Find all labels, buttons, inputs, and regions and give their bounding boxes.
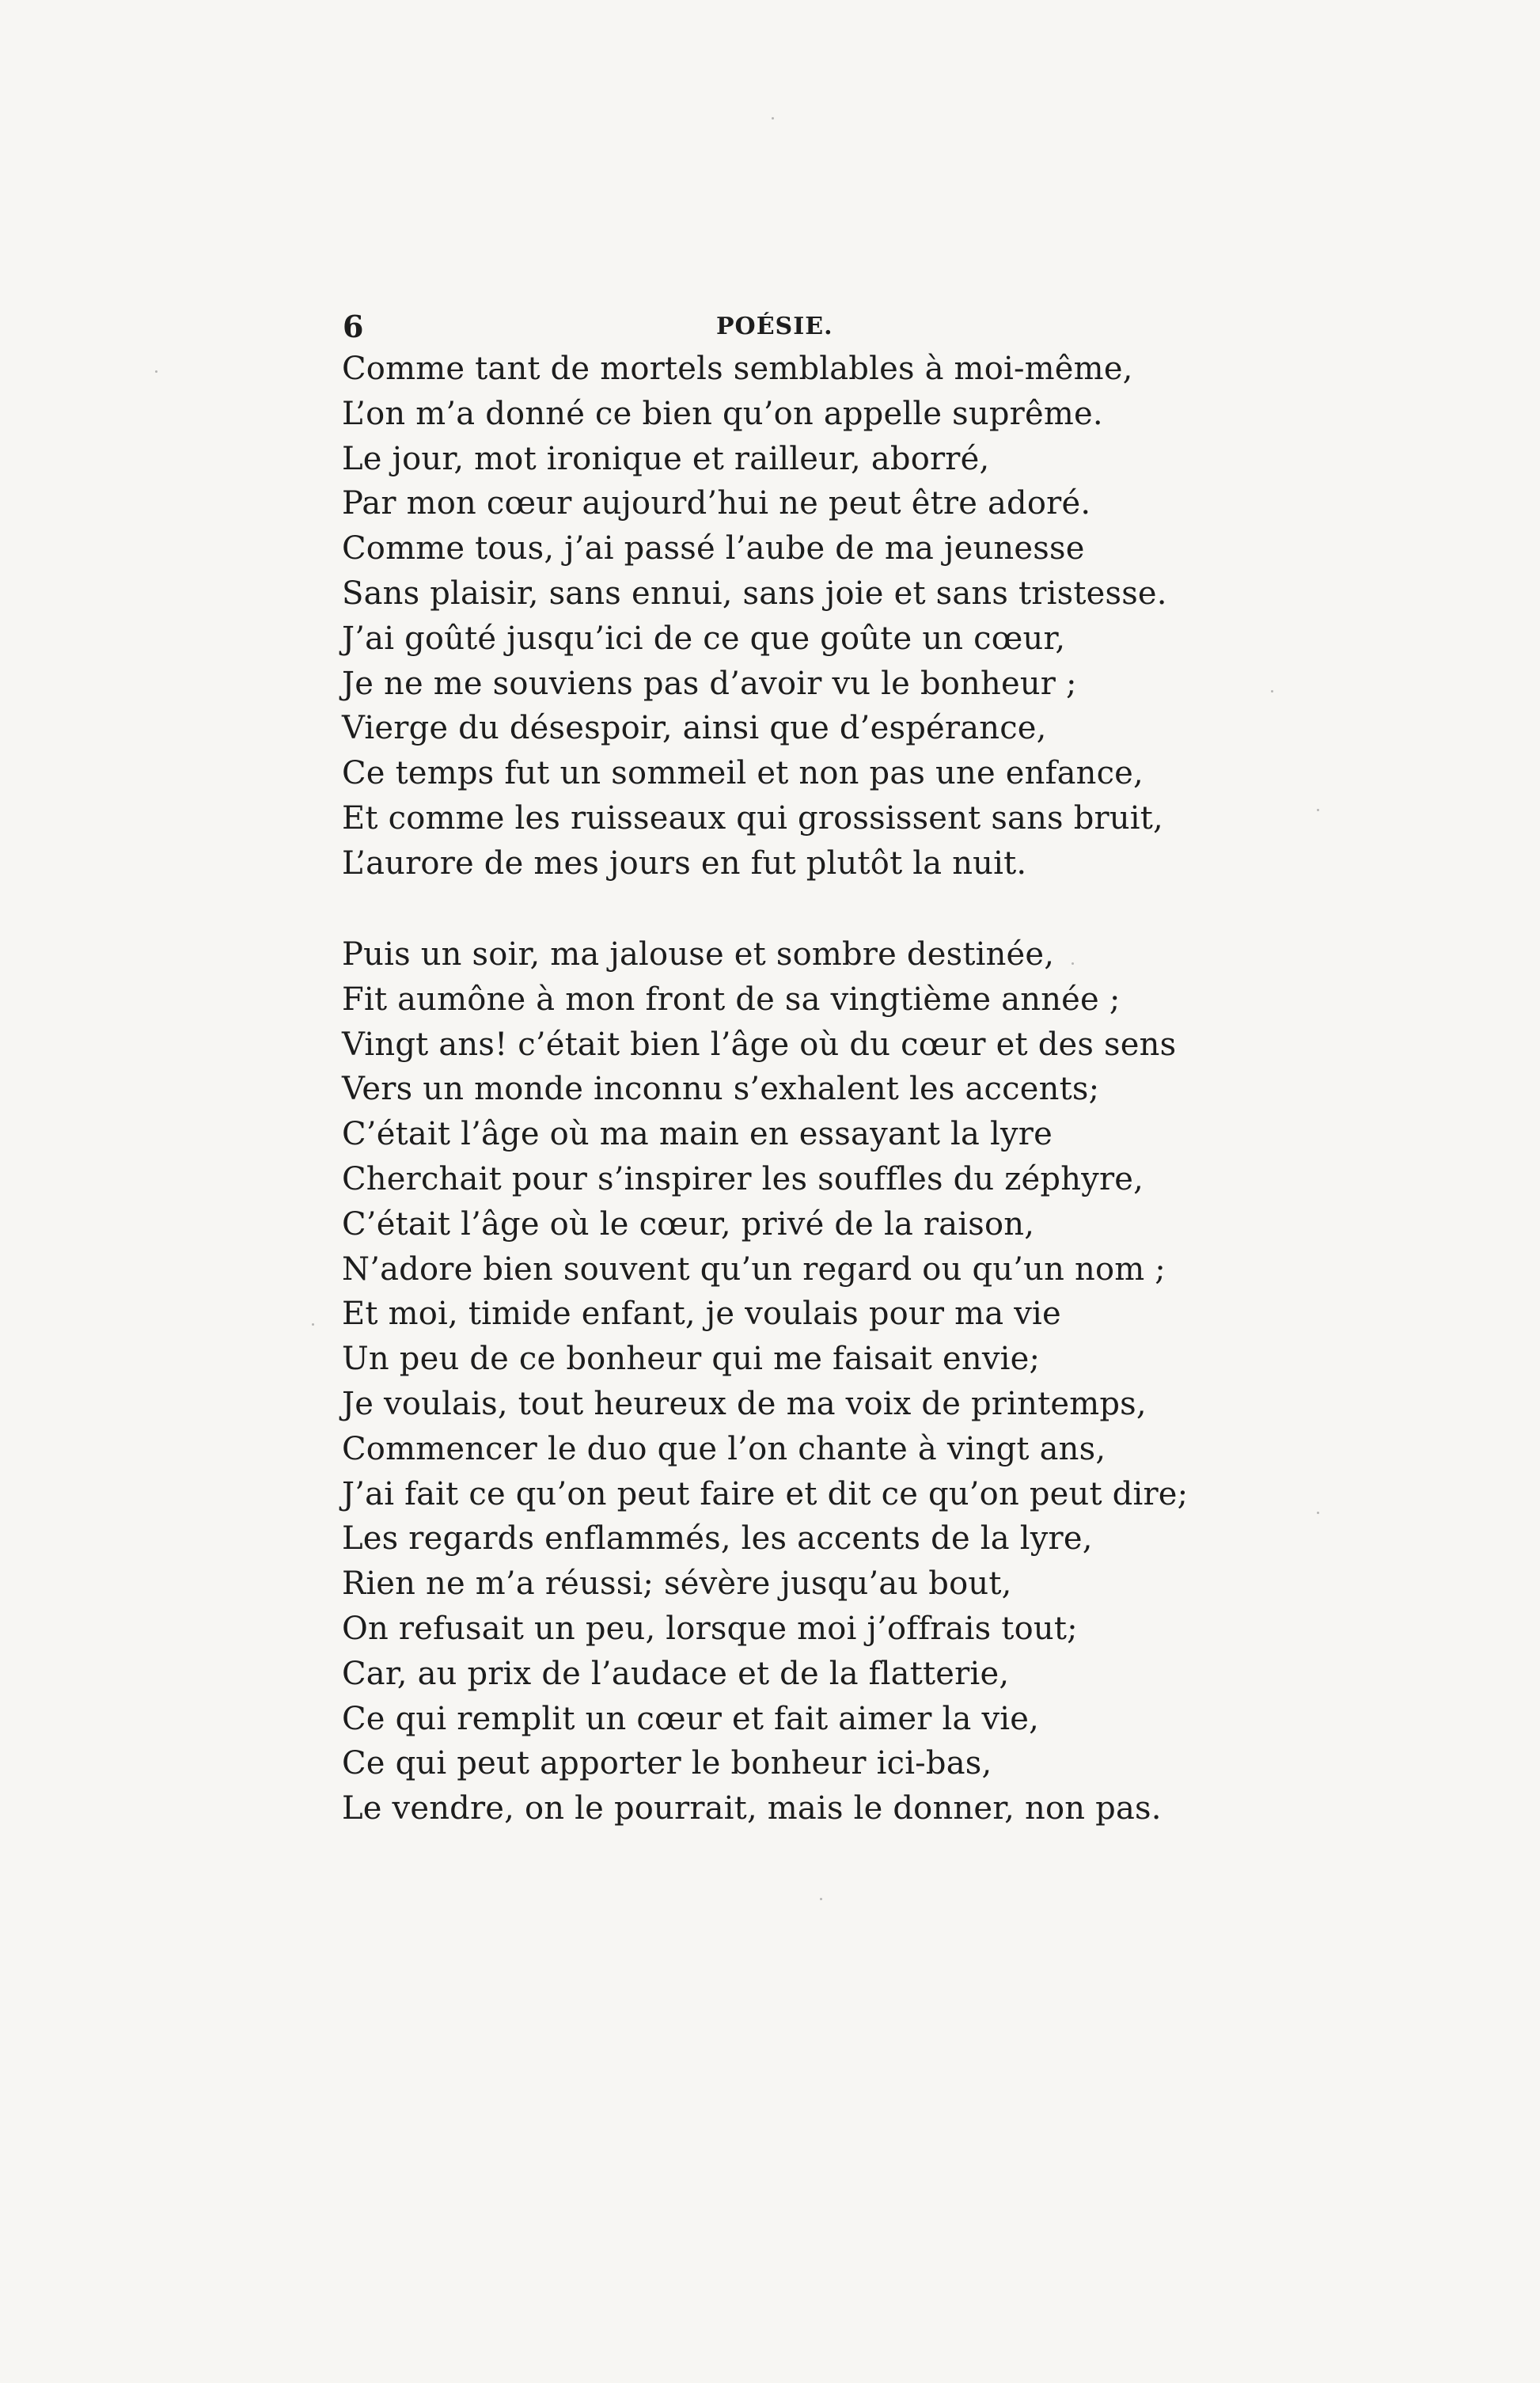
verse-line: J’ai goûté jusqu’ici de ce que goûte un cœur, bbox=[342, 620, 1066, 657]
paper-speck bbox=[1271, 690, 1273, 693]
paper-speck bbox=[1317, 809, 1319, 811]
verse-line: Rien ne m’a réussi; sévère jusqu’au bout, bbox=[342, 1565, 1012, 1603]
verse-line: Ce qui remplit un cœur et fait aimer la vie, bbox=[342, 1700, 1040, 1737]
verse-line: Vierge du désespoir, ainsi que d’espérance, bbox=[342, 710, 1047, 747]
paper-speck bbox=[312, 1323, 314, 1326]
verse-line: Comme tant de mortels semblables à moi-même, bbox=[342, 351, 1133, 387]
paper-speck bbox=[1072, 962, 1074, 965]
running-title: POÉSIE. bbox=[716, 313, 833, 340]
verse-line: C’était l’âge où le cœur, privé de la raison, bbox=[342, 1205, 1035, 1243]
verse-line: Fit aumône à mon front de sa vingtième année ; bbox=[342, 981, 1121, 1018]
verse-line: Puis un soir, ma jalouse et sombre destinée, bbox=[342, 936, 1055, 973]
verse-line: Le jour, mot ironique et railleur, aborré, bbox=[342, 440, 990, 477]
paper-speck bbox=[155, 370, 157, 373]
verse-line: L’on m’a donné ce bien qu’on appelle suprême. bbox=[342, 395, 1103, 432]
verse-line: Par mon cœur aujourd’hui ne peut être adoré. bbox=[342, 485, 1091, 522]
verse-line: Je voulais, tout heureux de ma voix de printemps, bbox=[342, 1385, 1147, 1422]
verse-line: Un peu de ce bonheur qui me faisait envie; bbox=[342, 1341, 1041, 1378]
stanza-2 bbox=[342, 932, 1212, 1831]
verse-line: Et comme les ruisseaux qui grossissent sans bruit, bbox=[342, 799, 1163, 837]
verse-line: Cherchait pour s’inspirer les souffles du zéphyre, bbox=[342, 1160, 1144, 1197]
verse-line: Les regards enflammés, les accents de la lyre, bbox=[342, 1520, 1093, 1558]
verse-line: Ce temps fut un sommeil et non pas une enfance, bbox=[342, 755, 1144, 792]
verse-line: On refusait un peu, lorsque moi j’offrais tout; bbox=[342, 1610, 1078, 1647]
page-number: 6 bbox=[343, 309, 364, 344]
verse-line: Sans plaisir, sans ennui, sans joie et sans tristesse. bbox=[342, 575, 1167, 612]
verse-line: Car, au prix de l’audace et de la flatterie, bbox=[342, 1655, 1010, 1692]
paper-speck bbox=[820, 1898, 822, 1900]
verse-line: N’adore bien souvent qu’un regard ou qu’un nom ; bbox=[342, 1250, 1166, 1288]
paper-speck bbox=[1317, 1512, 1319, 1514]
paper-speck bbox=[772, 117, 774, 120]
verse-line: Vers un monde inconnu s’exhalent les accents; bbox=[342, 1071, 1100, 1108]
verse-line: Et moi, timide enfant, je voulais pour ma vie bbox=[342, 1296, 1061, 1333]
verse-line: Vingt ans! c’était bien l’âge où du cœur et des sens bbox=[342, 1026, 1177, 1063]
verse-line: L’aurore de mes jours en fut plutôt la nuit. bbox=[342, 844, 1027, 882]
verse-line: Comme tous, j’ai passé l’aube de ma jeunesse bbox=[342, 530, 1085, 567]
verse-line: Ce qui peut apporter le bonheur ici-bas, bbox=[342, 1745, 992, 1782]
verse-line: Je ne me souviens pas d’avoir vu le bonheur ; bbox=[342, 665, 1077, 702]
stanza-1 bbox=[342, 347, 1212, 886]
verse-line: Le vendre, on le pourrait, mais le donner, non pas. bbox=[342, 1790, 1162, 1827]
verse-line: C’était l’âge où ma main en essayant la lyre bbox=[342, 1116, 1053, 1153]
verse-line: Commencer le duo que l’on chante à vingt ans, bbox=[342, 1430, 1106, 1467]
running-head bbox=[343, 307, 1134, 347]
verse-line: J’ai fait ce qu’on peut faire et dit ce qu’on peut dire; bbox=[342, 1475, 1189, 1512]
